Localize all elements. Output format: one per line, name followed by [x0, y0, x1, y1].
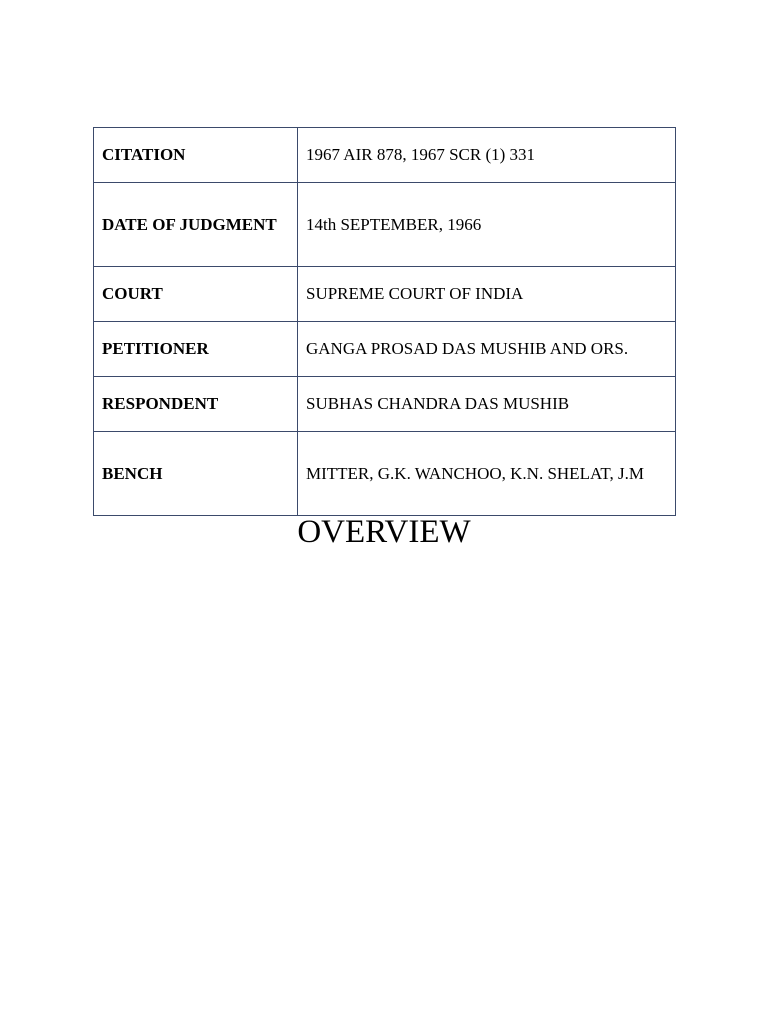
table-row-petitioner: [94, 322, 676, 377]
table-row-date-of-judgment: [94, 183, 676, 267]
row-value: SUPREME COURT OF INDIA: [298, 267, 676, 322]
table-row-court: [94, 267, 676, 322]
table-row-citation: [94, 128, 676, 183]
row-value: MITTER, G.K. WANCHOO, K.N. SHELAT, J.M: [298, 432, 676, 516]
row-value: SUBHAS CHANDRA DAS MUSHIB: [298, 377, 676, 432]
overview-heading: OVERVIEW: [297, 514, 471, 550]
row-label: COURT: [94, 267, 298, 322]
case-details-table: [93, 127, 676, 516]
row-label: CITATION: [94, 128, 298, 183]
row-label: BENCH: [94, 432, 298, 516]
row-value: GANGA PROSAD DAS MUSHIB AND ORS.: [298, 322, 676, 377]
table-row-respondent: [94, 377, 676, 432]
row-label: PETITIONER: [94, 322, 298, 377]
row-label: RESPONDENT: [94, 377, 298, 432]
row-value: 14th SEPTEMBER, 1966: [298, 183, 676, 267]
table-row-bench: [94, 432, 676, 516]
row-label: DATE OF JUDGMENT: [94, 183, 298, 267]
row-value: 1967 AIR 878, 1967 SCR (1) 331: [298, 128, 676, 183]
